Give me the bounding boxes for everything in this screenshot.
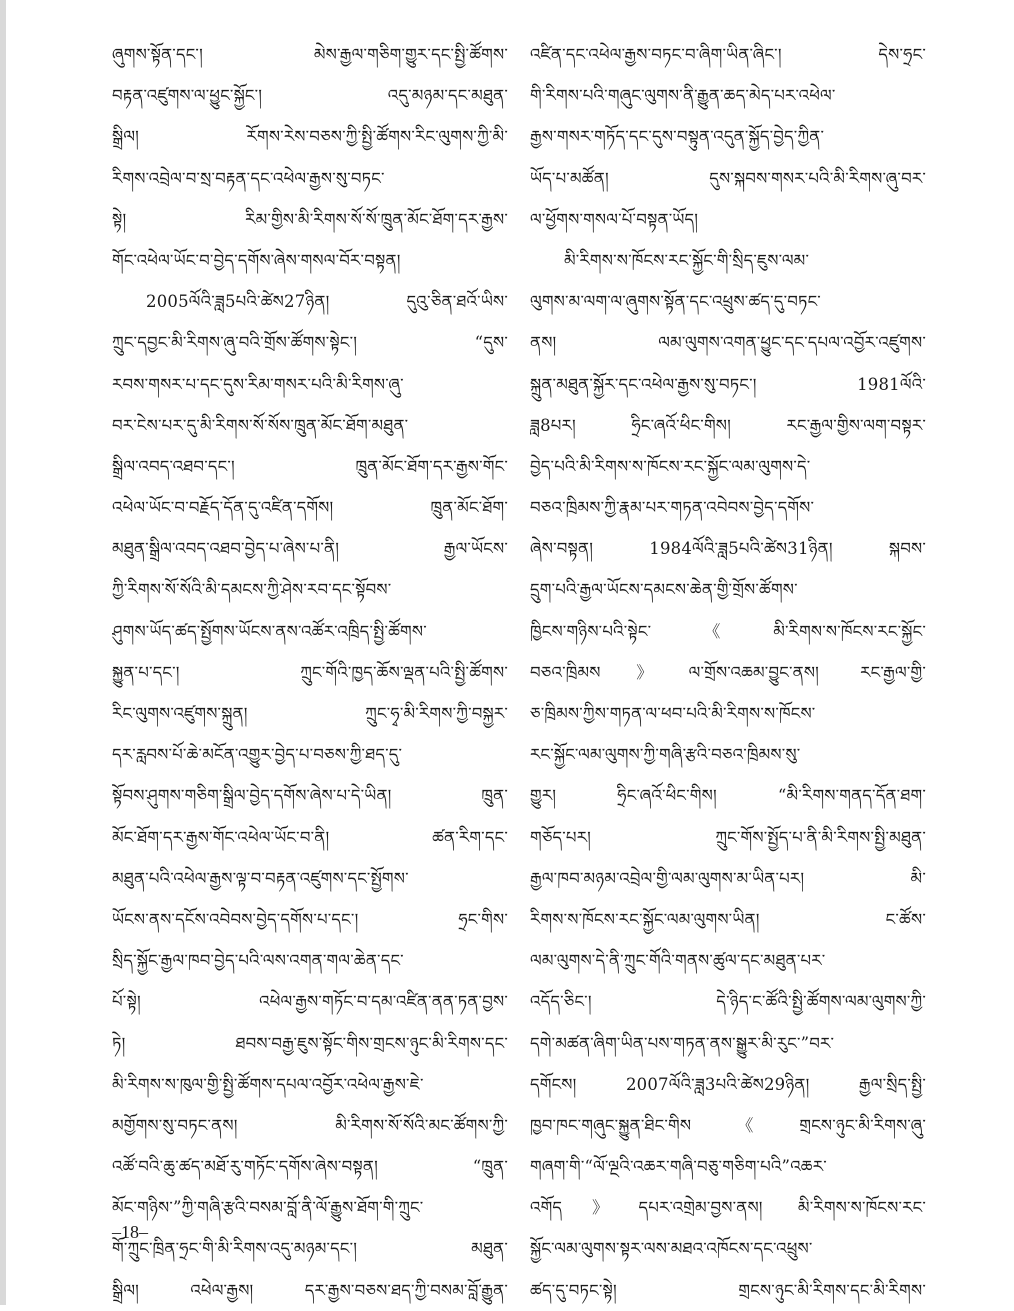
text-line: 2005ལོའི་ཟླ5པའི་ཚེས27ཉིན། དུའུ་ཅིན་ཐའོ་ཡིས་	[146, 292, 508, 312]
text-line: དགོངས། 2007ལོའི་ཟླ3པའི་ཚེས29ཉིན། རྒྱལ་སྲིད་སྤྱི་	[530, 1074, 926, 1094]
text-line: བྱེད་པའི་མི་རིགས་ས་ཁོངས་རང་སྐྱོང་ལམ་ལུགས་དེ་	[530, 456, 811, 476]
text-line: སྒྲིལ། འཕེལ་རྒྱས། དར་རྒྱས་བཅས་ཐད་ཀྱི་བསམ་བློ་རྒྱུན་	[112, 1280, 508, 1300]
text-line: ལུགས་མ་ལག་ལ་ཞུགས་སྟོན་དང་འཕྲུས་ཚད་དུ་བཏང་	[530, 292, 821, 312]
text-line: འཛིན་དང་འཕེལ་རྒྱས་བཏང་བ་ཞིག་ཡིན་ཞིང་། དེས་ཧྲང་	[530, 45, 926, 64]
text-line: རང་སྐྱོང་ལམ་ལུགས་ཀྱི་གཞི་རྩའི་བཅའ་ཁྲིམས་སུ་	[530, 745, 801, 765]
text-line: པོ་སྟེ། འཕེལ་རྒྱས་གཏོང་བ་དམ་འཛིན་ནན་ཏན་བྱས་	[112, 992, 508, 1012]
text-line: མགྱོགས་སུ་བཏང་ནས། མི་རིགས་སོ་སོའི་མང་ཚོགས་ཀྱི་	[112, 1115, 508, 1135]
text-line: བཅའ་ཁྲིམས》ལ་གྲོས་འཆམ་བྱུང་ནས། རང་རྒྱལ་གྱི་	[530, 662, 926, 682]
text-line: ཀྱི་རིགས་སོ་སོའི་མི་དམངས་ཀྱི་ཤེས་རབ་དང་སྟོབས་	[112, 580, 392, 600]
text-line: གོ་ཀྲུང་ཁྲིན་ཧྲང་གི་མི་རིགས་འདུ་མཉམ་དང་། མཐུན་	[112, 1239, 508, 1259]
text-line: ལ་ཕྱོགས་གསལ་པོ་བསྟན་ཡོད།	[530, 209, 699, 229]
text-line: བཅའ་ཁྲིམས་ཀྱི་རྣམ་པར་གཏན་འབེབས་བྱེད་དགོས་	[530, 498, 815, 518]
text-line: རིང་ལུགས་འཛུགས་སྐྲུན། ཀྲུང་ཧྭ་མི་རིགས་ཀྱི་བསྐྱར་	[112, 704, 508, 723]
text-line: ཤུགས་ཡོད་ཚད་སྤྱོགས་ཡོངས་ནས་འཚོར་འཁྲིད་སྤྱི་ཚོགས་	[112, 621, 427, 641]
text-line: གཅོད་པར། ཀྲུང་གོས་སྤྱོད་པ་ནི་མི་རིགས་སྤྱི་མཐུན་	[530, 827, 926, 847]
text-line: འཚོ་བའི་ཆུ་ཚད་མཐོ་རུ་གཏོང་དགོས་ཞེས་བསྟན། “ཁྲུན་	[112, 1157, 508, 1177]
text-line: སྐྱོང་ལམ་ལུགས་སྟར་ལས་མཐའ་འཁོངས་དང་འཕྲུས་	[530, 1239, 813, 1259]
text-line: ཡོངས་ནས་དངོས་འབེབས་བྱེད་དགོས་པ་དང་། ཧྲང་གིས་	[112, 909, 508, 929]
text-line: མོང་གཉིས་”ཀྱི་གཞི་རྩའི་བསམ་བློ་ནི་ལོ་རྒྱུས་ཐོག་གི་ཀྲུང་	[112, 1198, 424, 1218]
text-line: ཡོད་པ་མཚོན། དུས་སྐབས་གསར་པའི་མི་རིགས་ཞུ་བར་	[530, 168, 926, 188]
text-line: རིགས་འབྲེལ་བ་སྲ་བརྟན་དང་འཕེལ་རྒྱས་སུ་བཏང་	[112, 168, 385, 188]
text-line: ཁྱབ་ཁང་གཞུང་སྐྱུན་ཐིང་གིས《གྲངས་ཉུང་མི་རིགས་ཞུ་	[530, 1115, 926, 1135]
text-line: ཅ་ཁྲིམས་ཀྱིས་གཏན་ལ་ཕབ་པའི་མི་རིགས་ས་ཁོངས་	[530, 704, 816, 723]
page-edge-shadow	[0, 0, 6, 1305]
text-line: རབས་གསར་པ་དང་དུས་རིམ་གསར་པའི་མི་རིགས་ཞུ་	[112, 374, 404, 394]
text-line: མི་རིགས་ས་ཁོངས་རང་སྐྱོང་གི་སྲིད་ཇུས་ལམ་	[564, 250, 810, 270]
text-line: མཐུན་སྒྲིལ་འབད་འཐབ་བྱེད་པ་ཞེས་པ་ནི། རྒྱལ་ཡོངས་	[112, 539, 508, 559]
text-line: མོང་ཐོག་དར་རྒྱས་གོང་འཕེལ་ཡོང་བ་ནི། ཚན་རིག་དང་	[112, 827, 508, 847]
right-text-column	[530, 34, 926, 1311]
text-line: བརྟན་འཛུགས་ལ་ཕྱུང་སྐྱོང་། འདུ་མཉམ་དང་མཐུན་	[112, 86, 508, 106]
text-line: དྲུག་པའི་རྒྱལ་ཡོངས་དམངས་ཆེན་གྱི་གྲོས་ཚོགས་	[530, 580, 798, 600]
text-line: སྐྲུན་མཐུན་སྐྱོར་དང་འཕེལ་རྒྱས་སུ་བཏང་། 1981ལོའི་	[530, 374, 926, 394]
text-line: རིགས་ས་ཁོངས་རང་སྐྱོང་ལམ་ལུགས་ཡིན། ང་ཚོས་	[530, 909, 926, 929]
text-line: གོང་འཕེལ་ཡོང་བ་བྱེད་དགོས་ཞེས་གསལ་བོར་བསྟན།	[112, 250, 401, 270]
text-line: སྐྱུན་པ་དང་། ཀྲུང་གོའི་ཁྱད་ཆོས་ལྡན་པའི་སྤྱི་ཚོགས་	[112, 662, 508, 682]
text-line: ཁྱིངས་གཉིས་པའི་སྟེང་《མི་རིགས་ས་ཁོངས་རང་སྐྱོང་	[530, 621, 926, 641]
text-line: སྟེ། རིམ་གྱིས་མི་རིགས་སོ་སོ་ཁྲུན་མོང་ཐོག་དར་རྒྱས་	[112, 209, 508, 229]
text-line: འདོད་ཅིང་། དེ་ཉིད་ང་ཚོའི་སྤྱི་ཚོགས་ལམ་ལུགས་ཀྱི་	[530, 992, 926, 1012]
text-line: ཚད་དུ་བཏང་སྟེ། གྲངས་ཉུང་མི་རིགས་དང་མི་རིགས་	[530, 1280, 926, 1300]
left-text-column	[112, 34, 508, 1311]
text-line: སྟོབས་ཤུགས་གཅིག་སྒྲིལ་བྱེད་དགོས་ཞེས་པ་དེ་ཡིན། ཁྲུན་	[112, 786, 508, 806]
text-line: བར་ངེས་པར་དུ་མི་རིགས་སོ་སོས་ཁྲུན་མོང་ཐོག་མཐུན་	[112, 415, 409, 435]
text-line: དར་རླབས་པོ་ཆེ་མངོན་འགྱུར་བྱེད་པ་བཅས་ཀྱི་ཐད་དུ་	[112, 745, 403, 765]
text-line: ནས། ལམ་ལུགས་འགན་ཕྱུང་དང་དཔལ་འབྱོར་འཛུགས་	[530, 333, 926, 353]
text-line: ཞེས་བསྟན། 1984ལོའི་ཟླ5པའི་ཚེས31ཉིན། སྐབས་	[530, 539, 926, 559]
text-line: ཀྲུང་དབྱང་མི་རིགས་ཞུ་བའི་གྲོས་ཚོགས་སྟེང་། “དུས་	[112, 333, 508, 353]
text-line: རྒྱས་གསར་གཏོད་དང་དུས་བསྟུན་འདུན་སྐྱོད་བྱེད་ཀྱིན་	[530, 127, 825, 147]
text-line: གཞག་གི་“ལོ་ལྔའི་འཆར་གཞི་བཅུ་གཅིག་པའི”འཆར་	[530, 1157, 827, 1177]
text-line: གི་རིགས་པའི་གཞུང་ལུགས་ནི་རྒྱུན་ཆད་མེད་པར་འཕེལ་	[530, 86, 836, 106]
text-line: ཞུགས་སྟོན་དང་། མེས་རྒྱལ་གཅིག་གྱུར་དང་སྤྱི་ཚོགས་	[112, 45, 508, 64]
text-line: སྲིད་སྐྱོང་རྒྱལ་ཁབ་བྱེད་པའི་ལས་འགན་གལ་ཆེན་དང་	[112, 951, 404, 971]
text-line: རྒྱལ་ཁབ་མཉམ་འབྲེལ་གྱི་ལམ་ལུགས་མ་ཡིན་པར། མི་	[530, 868, 926, 888]
text-line: མཐུན་པའི་འཕེལ་རྒྱས་ལྟ་བ་བརྟན་འཛུགས་དང་སྤྱོགས་	[112, 868, 409, 888]
text-line: ལམ་ལུགས་དེ་ནི་ཀྲུང་གོའི་གནས་ཚུལ་དང་མཐུན་པར་	[530, 951, 826, 971]
text-line: འཕེལ་ཡོང་བ་བརྗོད་དོན་དུ་འཛིན་དགོས། ཁྲུན་མོང་ཐོག་	[112, 498, 508, 518]
text-line: གྱུར། ཧྲིང་ཞའོ་ཕིང་གིས། “མི་རིགས་གནད་དོན་ཐག་	[530, 786, 926, 806]
text-line: ཟླ8པར། ཧྲིང་ཞའོ་ཕིང་གིས། རང་རྒྱལ་གྱིས་ལག་བསྟར་	[530, 415, 926, 435]
text-line: ཏེ། ཐབས་བརྒྱ་ཇུས་སྟོང་གིས་གྲངས་ཉུང་མི་རིགས་དང་	[112, 1033, 508, 1053]
text-line: སྒྲིལ་འབད་འཐབ་དང་། ཁྲུན་མོང་ཐོག་དར་རྒྱས་གོང་	[112, 456, 508, 476]
page-number: –18–	[112, 1222, 148, 1242]
text-line: སྒྲིལ། རོགས་རེས་བཅས་ཀྱི་སྤྱི་ཚོགས་རིང་ལུགས་ཀྱི་མི་	[112, 127, 508, 147]
text-line: དགེ་མཚན་ཞིག་ཡིན་པས་གཏན་ནས་སྒྱུར་མི་རུང་”བར་	[530, 1033, 835, 1053]
text-line: མི་རིགས་ས་ཁུལ་གྱི་སྤྱི་ཚོགས་དཔལ་འབྱོར་འཕེལ་རྒྱས་ཇེ་	[112, 1074, 424, 1094]
text-line: འགོད》དཔར་འགྲེམ་བྱས་ནས། མི་རིགས་ས་ཁོངས་རང་	[530, 1198, 926, 1218]
